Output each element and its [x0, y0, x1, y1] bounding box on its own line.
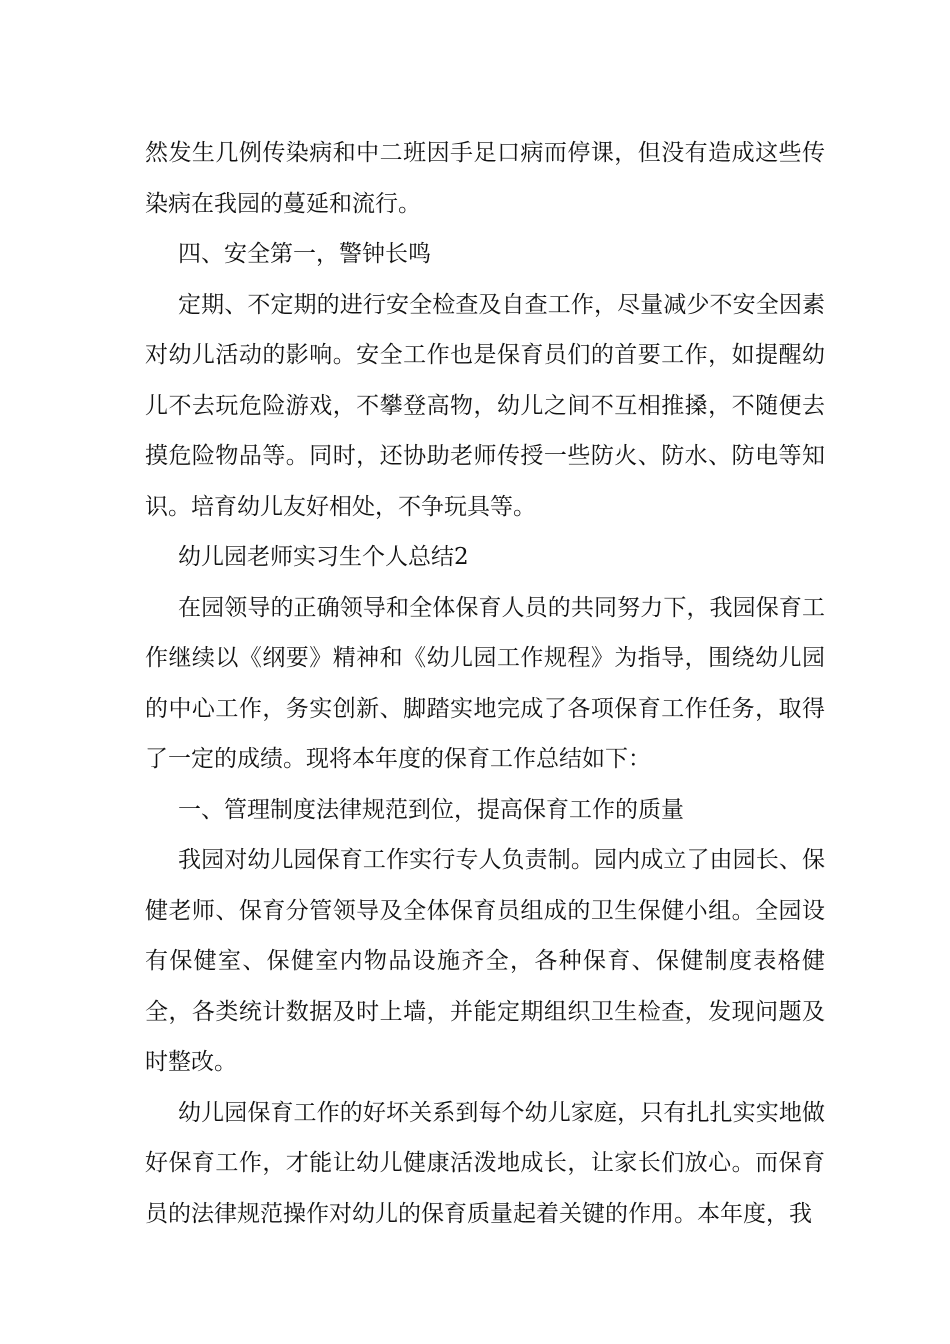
- paragraph-intro: 在园领导的正确领导和全体保育人员的共同努力下，我园保育工作继续以《纲要》精神和《幼儿园工作规程》为指导，围绕幼儿园的中心工作，务实创新、脚踏实地完成了各项保育工作任务，取得了一定的成绩。现将本年度的保育工作总结如下：: [145, 594, 825, 772]
- paragraph-continuation: 然发生几例传染病和中二班因手足口病而停课，但没有造成这些传染病在我园的蔓延和流行。: [145, 140, 825, 217]
- paragraph-safety: 定期、不定期的进行安全检查及自查工作，尽量减少不安全因素对幼儿活动的影响。安全工作也是保育员们的首要工作，如提醒幼儿不去玩危险游戏，不攀登高物，幼儿之间不互相推搡，不随便去摸危险物品等。同时，还协助老师传授一些防火、防水、防电等知识。培育幼儿友好相处，不争玩具等。: [145, 291, 825, 520]
- section-heading-management: 一、管理制度法律规范到位，提高保育工作的质量: [178, 796, 684, 823]
- paragraph-management: 我园对幼儿园保育工作实行专人负责制。园内成立了由园长、保健老师、保育分管领导及全体保育员组成的卫生保健小组。全园设有保健室、保健室内物品设施齐全，各种保育、保健制度表格健全，各类统计数据及时上墙，并能定期组织卫生检查，发现问题及时整改。: [145, 847, 825, 1075]
- paragraph-care-quality: 幼儿园保育工作的好坏关系到每个幼儿家庭，只有扎扎实实地做好保育工作，才能让幼儿健康活泼地成长，让家长们放心。而保育员的法律规范操作对幼儿的保育质量起着关键的作用。本年度，我: [145, 1099, 825, 1227]
- section-heading-safety: 四、安全第一，警钟长鸣: [178, 241, 431, 267]
- document-body: [145, 128, 825, 1239]
- section-heading-summary-2: 幼儿园老师实习生个人总结2: [178, 544, 469, 570]
